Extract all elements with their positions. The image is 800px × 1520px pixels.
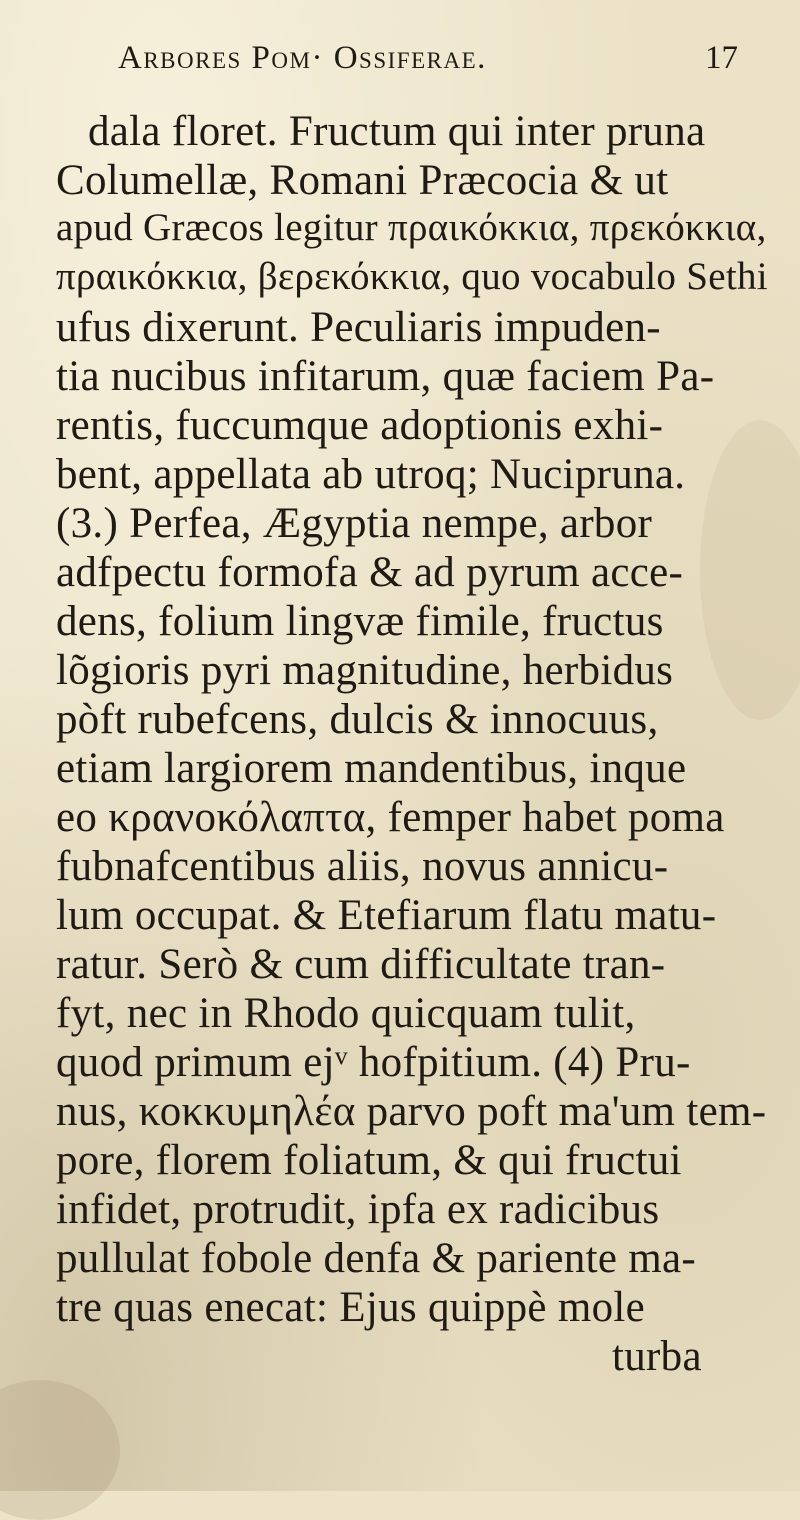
text-line: bent, appellata ab utroq; Nucipruna. [56, 451, 686, 498]
text-line: lõgioris pyri magnitudine, herbidus [56, 647, 674, 694]
text-line: quod primum ejᵛ hofpitium. (4) Pru- [56, 1039, 691, 1086]
text-line: tre quas enecat: Ejus quippè mole [56, 1284, 646, 1331]
text-line: eo κρανοκόλαπτα, femper habet poma [56, 794, 725, 841]
text-line: pòft rubefcens, dulcis & innocuus, [56, 696, 659, 743]
text-line: lum occupat. & Etefiarum flatu matu- [56, 892, 717, 939]
text-line: etiam largiorem mandentibus, inque [56, 745, 687, 792]
running-title: Arbores Pom· Ossiferae. [118, 40, 487, 76]
catchword: turba [612, 1333, 702, 1380]
text-line: (3.) Perfea, Ægyptia nempe, arbor [56, 500, 653, 547]
text-line: tia nucibus infitarum, quæ faciem Pa- [56, 353, 715, 400]
text-line: infidet, protrudit, ipfa ex radicibus [56, 1186, 660, 1233]
page-number: 17 [705, 40, 738, 76]
text-line: apud Græcos legitur πραικόκκια, πρεκόκκια, [56, 206, 767, 249]
text-line: dens, folium lingvæ fimile, fructus [56, 598, 664, 645]
text-line: adfpectu formofa & ad pyrum acce- [56, 549, 684, 596]
paper-stain [0, 1380, 120, 1520]
text-line: rentis, fuccumque adoptionis exhi- [56, 402, 664, 449]
text-line: Columellæ, Romani Præcocia & ut [56, 157, 669, 204]
text-line: pullulat fobole denfa & pariente ma- [56, 1235, 697, 1282]
text-line: ratur. Serò & cum difficultate tran- [56, 941, 666, 988]
paper-stain [700, 420, 800, 720]
text-line: dala floret. Fructum qui inter pruna [88, 108, 706, 155]
text-line: fyt, nec in Rhodo quicquam tulit, [56, 990, 636, 1037]
running-header [118, 40, 738, 96]
text-line: ufus dixerunt. Peculiaris impuden- [56, 304, 661, 351]
text-line: πραικόκκια, βερεκόκκια, quo vocabulo Sethi [56, 255, 768, 298]
text-line: pore, florem foliatum, & qui fructui [56, 1137, 682, 1184]
text-line: nus, κοκκυμηλέα parvo poft ma'um tem- [56, 1088, 767, 1135]
text-line: fubnafcentibus aliis, novus annicu- [56, 843, 669, 890]
